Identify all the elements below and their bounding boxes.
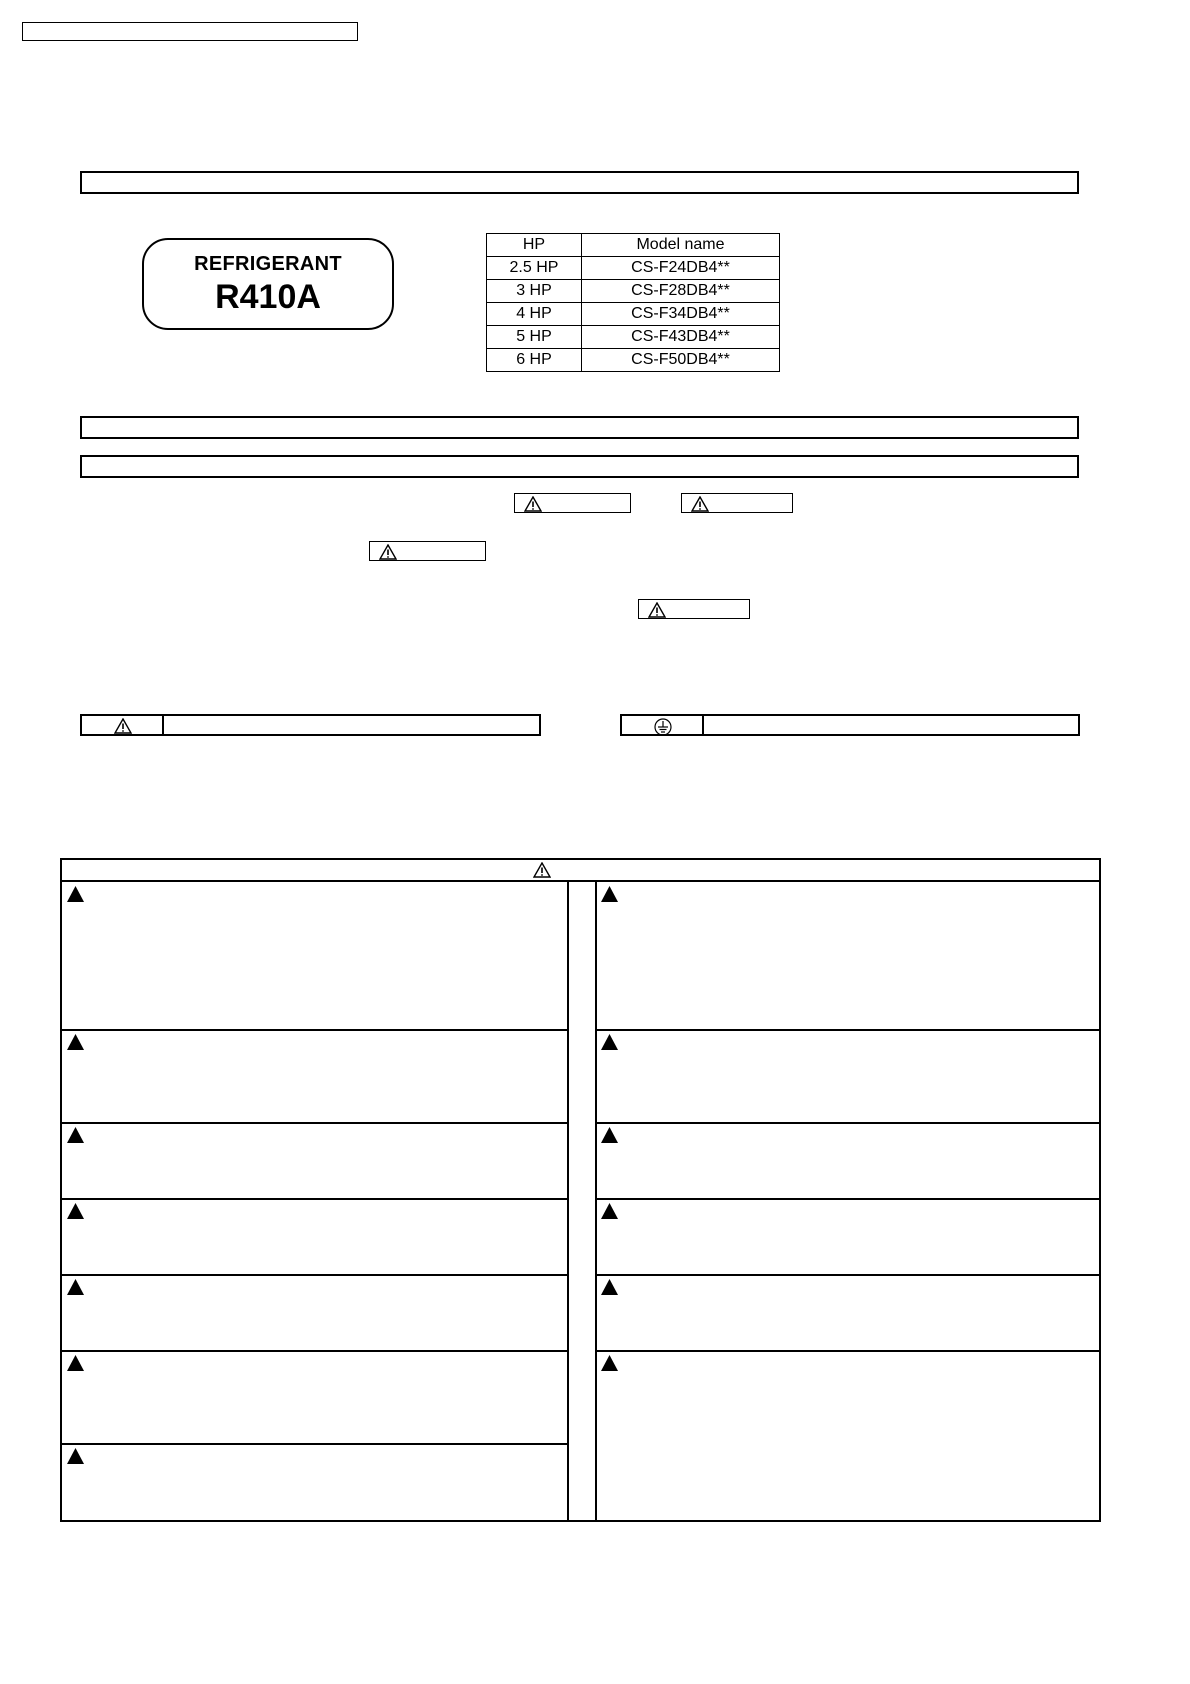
column-divider <box>595 882 597 1520</box>
column-header-model: Model name <box>582 234 780 257</box>
refrigerant-code: R410A <box>215 278 321 316</box>
filled-triangle-icon <box>67 1355 84 1371</box>
warning-triangle-icon <box>691 496 709 512</box>
model-cell: CS-F24DB4** <box>582 257 780 280</box>
row-divider <box>62 1122 567 1124</box>
filled-triangle-icon <box>67 1203 84 1219</box>
table-header-row <box>487 234 780 257</box>
section-bar-models <box>80 171 1079 194</box>
caution-tag <box>681 493 793 513</box>
table-row <box>487 326 780 349</box>
warning-tag <box>369 541 486 561</box>
filled-triangle-icon <box>601 886 618 902</box>
row-divider <box>62 1029 567 1031</box>
row-divider <box>595 1029 1099 1031</box>
filled-triangle-icon <box>67 886 84 902</box>
legend-earth-symbol <box>620 714 1080 736</box>
refrigerant-label: REFRIGERANT <box>194 253 342 275</box>
model-cell: CS-F34DB4** <box>582 303 780 326</box>
precaution-table <box>60 858 1101 1522</box>
table-row <box>487 257 780 280</box>
earth-ground-icon <box>654 718 672 736</box>
model-cell: CS-F50DB4** <box>582 349 780 372</box>
row-divider <box>595 1198 1099 1200</box>
row-divider <box>62 1443 567 1445</box>
caution-tag <box>638 599 750 619</box>
filled-triangle-icon <box>601 1203 618 1219</box>
hp-cell: 3 HP <box>487 280 582 303</box>
filled-triangle-icon <box>601 1034 618 1050</box>
legend-symbol-cell <box>82 716 164 734</box>
filled-triangle-icon <box>601 1279 618 1295</box>
legend-symbol-cell <box>622 716 704 734</box>
section-bar-precautions <box>80 455 1079 478</box>
row-divider <box>62 1274 567 1276</box>
warning-triangle-icon <box>379 544 397 560</box>
row-divider <box>62 1198 567 1200</box>
legend-warning-symbol <box>80 714 541 736</box>
hp-cell: 2.5 HP <box>487 257 582 280</box>
filled-triangle-icon <box>601 1127 618 1143</box>
precaution-table-header <box>62 860 1099 882</box>
row-divider <box>62 1350 567 1352</box>
row-divider <box>595 1274 1099 1276</box>
model-cell: CS-F28DB4** <box>582 280 780 303</box>
model-table <box>486 233 780 372</box>
hp-cell: 6 HP <box>487 349 582 372</box>
table-row <box>487 280 780 303</box>
hp-cell: 5 HP <box>487 326 582 349</box>
refrigerant-badge <box>142 238 394 330</box>
table-row <box>487 349 780 372</box>
column-header-hp: HP <box>487 234 582 257</box>
section-bar-safety <box>80 416 1079 439</box>
table-row <box>487 303 780 326</box>
filled-triangle-icon <box>67 1034 84 1050</box>
filled-triangle-icon <box>67 1448 84 1464</box>
hp-cell: 4 HP <box>487 303 582 326</box>
filled-triangle-icon <box>601 1355 618 1371</box>
model-cell: CS-F43DB4** <box>582 326 780 349</box>
filled-triangle-icon <box>67 1127 84 1143</box>
row-divider <box>595 1122 1099 1124</box>
row-divider <box>595 1350 1099 1352</box>
header-box <box>22 22 358 41</box>
warning-triangle-icon <box>648 602 666 618</box>
warning-tag <box>514 493 631 513</box>
warning-triangle-icon <box>533 862 551 878</box>
column-divider <box>567 882 569 1520</box>
filled-triangle-icon <box>67 1279 84 1295</box>
warning-triangle-icon <box>114 718 132 734</box>
warning-triangle-icon <box>524 496 542 512</box>
